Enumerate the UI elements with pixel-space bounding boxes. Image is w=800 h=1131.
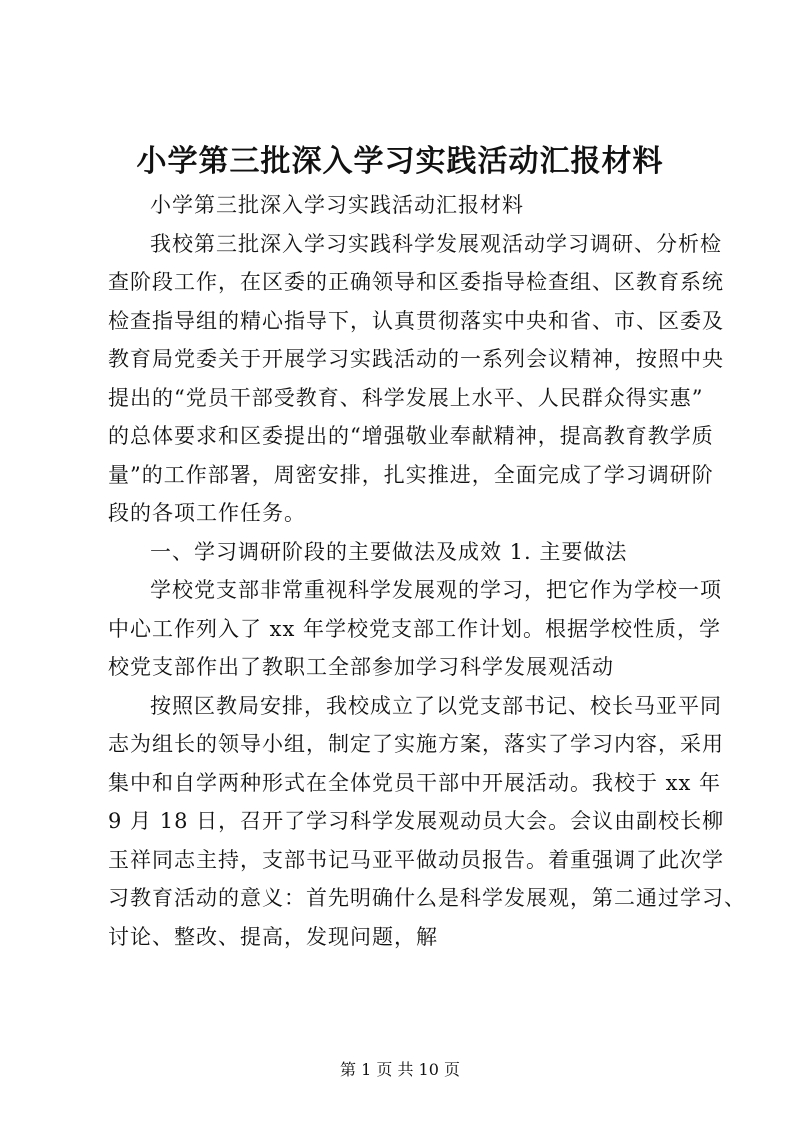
page-number-footer: 第 1 页 共 10 页 — [340, 1060, 460, 1079]
paragraph-line: 集中和自学两种形式在全体党员干部中开展活动。我校于 xx 年 — [108, 770, 722, 795]
paragraph-line: 9 月 18 日，召开了学习科学发展观动员大会。会议由副校长柳 — [108, 809, 725, 833]
paragraph-line: 中心工作列入了 xx 年学校党支部工作计划。根据学校性质，学 — [108, 616, 722, 641]
section-heading-line: 一、学习调研阶段的主要做法及成效 1. 主要做法 — [150, 539, 628, 564]
document-title: 小学第三批深入学习实践活动汇报材料 — [136, 144, 664, 179]
paragraph-line: 查阶段工作，在区委的正确领导和区委指导检查组、区教育系统 — [108, 270, 724, 294]
paragraph-line: 按照区教局安排，我校成立了以党支部书记、校长马亚平同 — [150, 693, 722, 718]
paragraph-line: 量”的工作部署，周密安排，扎实推进，全面完成了学习调研阶 — [108, 462, 714, 487]
paragraph-line: 学校党支部非常重视科学发展观的学习，把它作为学校一项 — [150, 578, 722, 602]
paragraph-line: 玉祥同志主持，支部书记马亚平做动员报告。着重强调了此次学 — [108, 847, 724, 872]
paragraph-line: 我校第三批深入学习实践科学发展观活动学习调研、分析检 — [150, 231, 722, 256]
paragraph-line: 校党支部作出了教职工全部参加学习科学发展观活动 — [108, 655, 614, 679]
paragraph-line: 志为组长的领导小组，制定了实施方案，落实了学习内容，采用 — [108, 732, 724, 756]
paragraph-line: 讨论、整改、提高，发现问题，解 — [108, 924, 438, 949]
document-body — [108, 186, 746, 956]
paragraph-line: 段的各项工作任务。 — [108, 501, 306, 525]
paragraph-line: 检查指导组的精心指导下，认真贯彻落实中央和省、市、区委及 — [108, 308, 724, 333]
subtitle-line: 小学第三批深入学习实践活动汇报材料 — [150, 193, 524, 217]
paragraph-line: 的总体要求和区委提出的“增强敬业奉献精神，提高教育教学质 — [108, 424, 714, 448]
paragraph-line: 提出的“党员干部受教育、科学发展上水平、人民群众得实惠” — [108, 385, 704, 410]
paragraph-line: 习教育活动的意义：首先明确什么是科学发展观，第二通过学习、 — [108, 886, 746, 910]
paragraph-line: 教育局党委关于开展学习实践活动的一系列会议精神，按照中央 — [108, 347, 724, 371]
